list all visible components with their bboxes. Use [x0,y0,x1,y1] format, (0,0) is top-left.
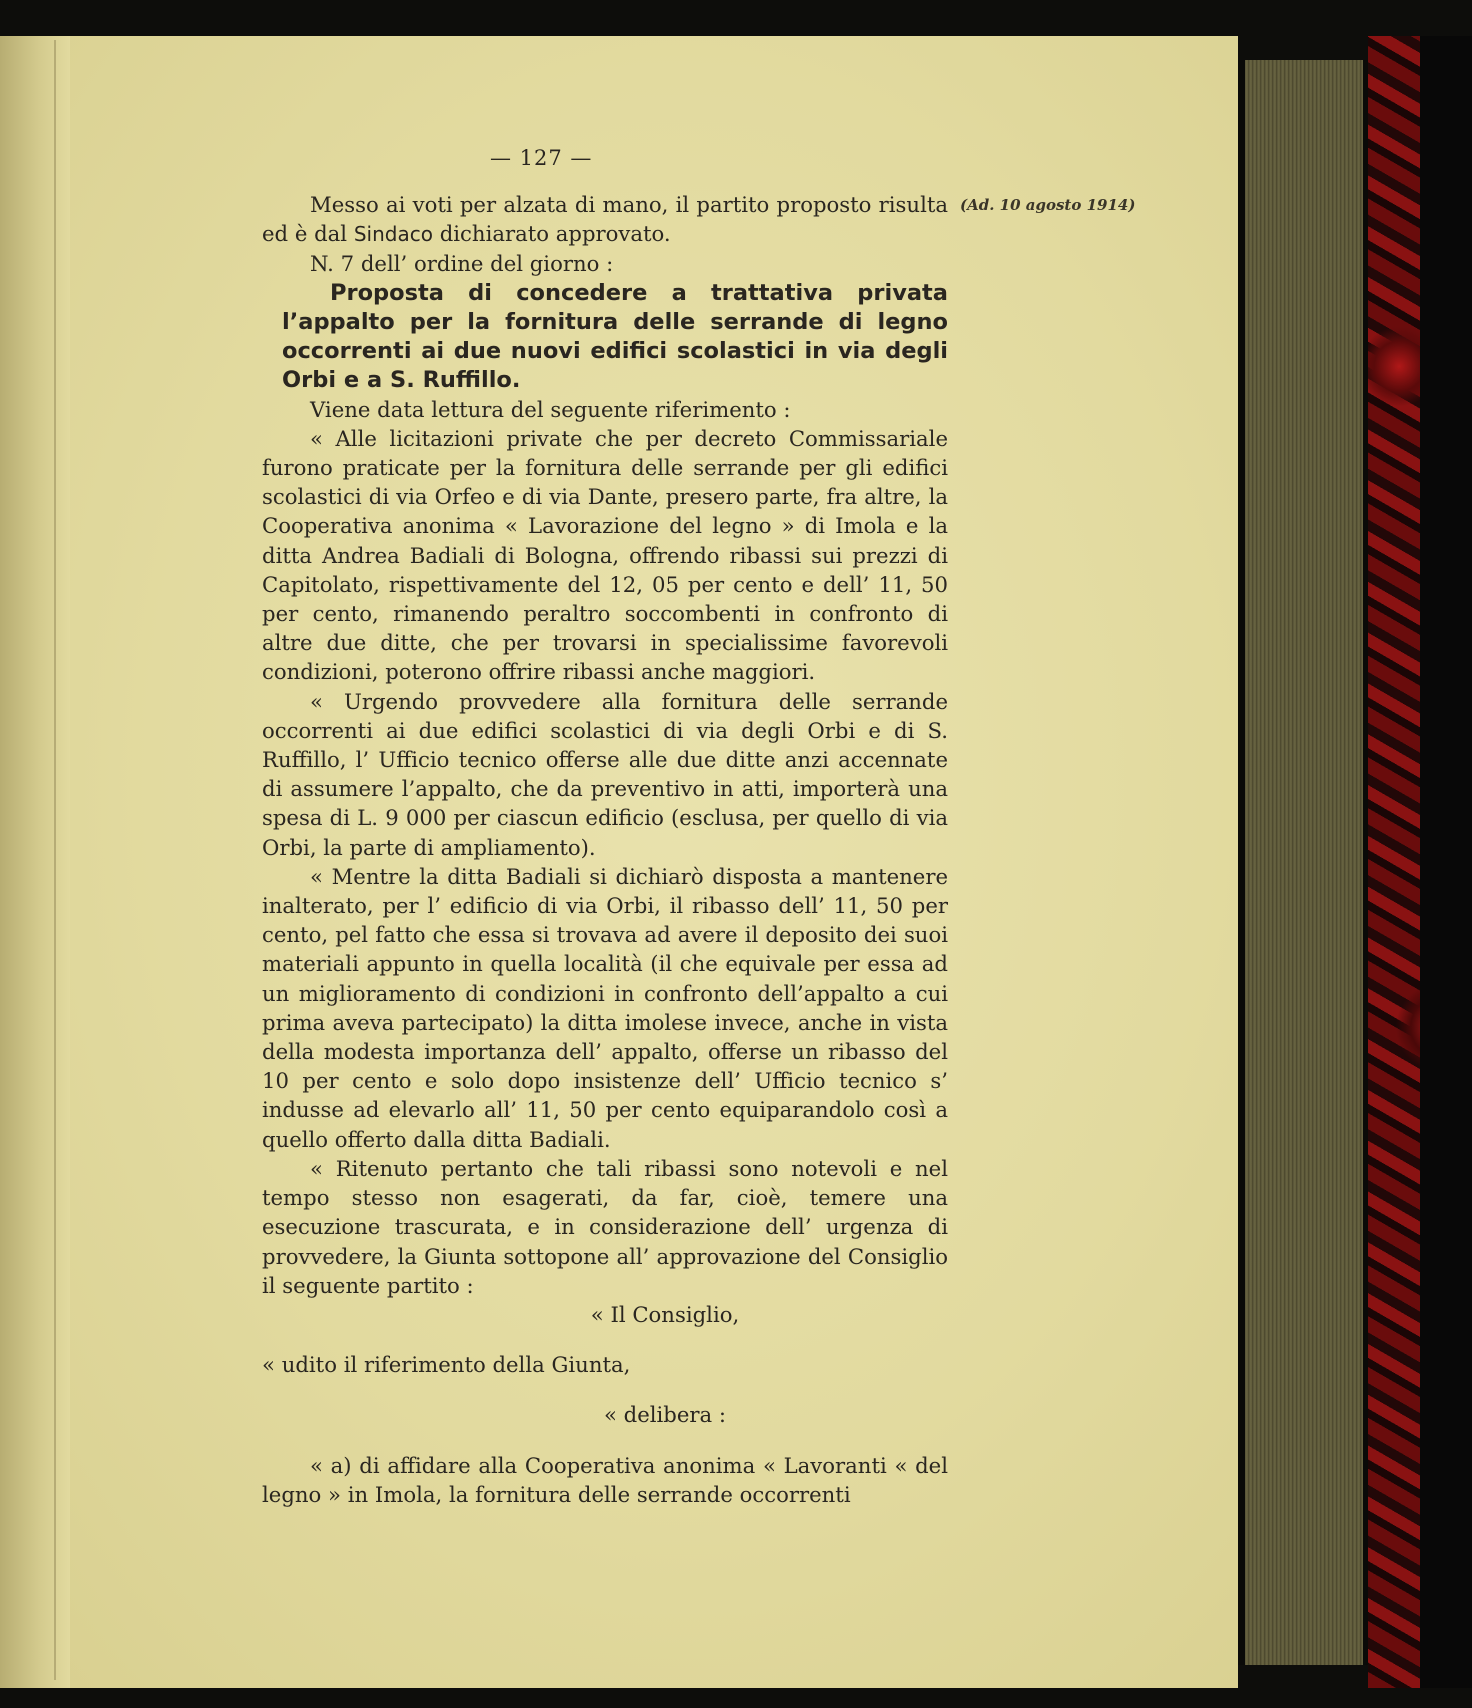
margin-note-date: (Ad. 10 agosto 1914) [960,196,1136,214]
resolution-delibera: « delibera : [603,1402,727,1428]
document-body [262,190,948,1509]
page-number: — 127 — [490,146,593,170]
gutter-line [54,40,56,1680]
intro-text-end: dichiarato approvato. [439,221,671,247]
left-page-gutter [0,36,70,1688]
intro-text: Messo ai voti per alzata di mano, il partito proposto risulta ed è dal [262,192,948,247]
paragraph-4: « Mentre la ditta Badiali si dichiarò disposta a mantenere inalterato, per l’ edificio di via Orbi, il ribasso dell’ 11, 50 per cento, pel fatto che essa si trovava ad avere il deposito dei suoi materiali appunto in quella località (il che equivale per essa ad un miglioramento di condizioni in confronto dell’appalto a cui prima aveva partecipato) la ditta imolese invece, anche in vista della modesta importanza dell’ appalto, offerse un ribasso del 10 per cento e solo dopo insistenze dell’ Ufficio tecnico s’ indusse ad elevarlo all’ 11, 50 per cento equiparandolo così a quello offerto dalla ditta Badiali. [262,863,948,1152]
book-cover-dark [1420,36,1472,1688]
intro-paragraph [262,190,948,249]
sindaco-word: Sindaco [353,222,433,247]
paragraph-3: « Urgendo provvedere alla fornitura delle serrande occorrenti ai due edifici scolastici di via degli Orbi e di S. Ruffillo, l’ Ufficio tecnico offerse alle due ditte anzi accennate di assumere l’appalto, che da preventivo in atti, importerà una spesa di L. 9 000 per ciascun edificio (esclusa, per quello di via Orbi, la parte di ampliamento). [262,688,948,860]
paragraph-1: Viene data lettura del seguente riferimento : [310,396,791,422]
paragraph-2: « Alle licitazioni private che per decreto Commissariale furono praticate per la fornitura delle serrande per gli edifici scolastici di via Orfeo e di via Dante, presero parte, fra altre, la Cooperativa anonima « Lavorazione del legno » di Imola e la ditta Andrea Badiali di Bologna, offrendo ribassi sui prezzi di Capitolato, rispettivamente del 12, 05 per cento e dell’ 11, 50 per cento, rimanendo peraltro soccombenti in confronto di altre due ditte, che per trovarsi in specialissime favorevoli condizioni, poterono offrire ribassi anche maggiori. [262,425,948,685]
order-item: N. 7 dell’ ordine del giorno : [310,251,614,277]
paragraph-5: « Ritenuto pertanto che tali ribassi sono notevoli e nel tempo stesso non esagerati, da far, cioè, temere una esecuzione trascurata, e in considerazione dell’ urgenza di provvedere, la Giunta sottopone all’ approvazione del Consiglio il seguente partito : [262,1155,948,1298]
section-heading: Proposta di concedere a trattativa privata l’appalto per la fornitura delle serrande di legno occorrenti ai due nuovi edifici scolastici in via degli Orbi e a S. Ruffillo. [282,279,948,393]
resolution-udito: « udito il riferimento della Giunta, [262,1352,631,1378]
resolution-item-a: « a) di affidare alla Cooperativa anonima « Lavoranti « del legno » in Imola, la fornitura delle serrande occorrenti [262,1452,948,1507]
resolution-consiglio: « Il Consiglio, [590,1301,740,1327]
page-edges [1245,60,1363,1665]
